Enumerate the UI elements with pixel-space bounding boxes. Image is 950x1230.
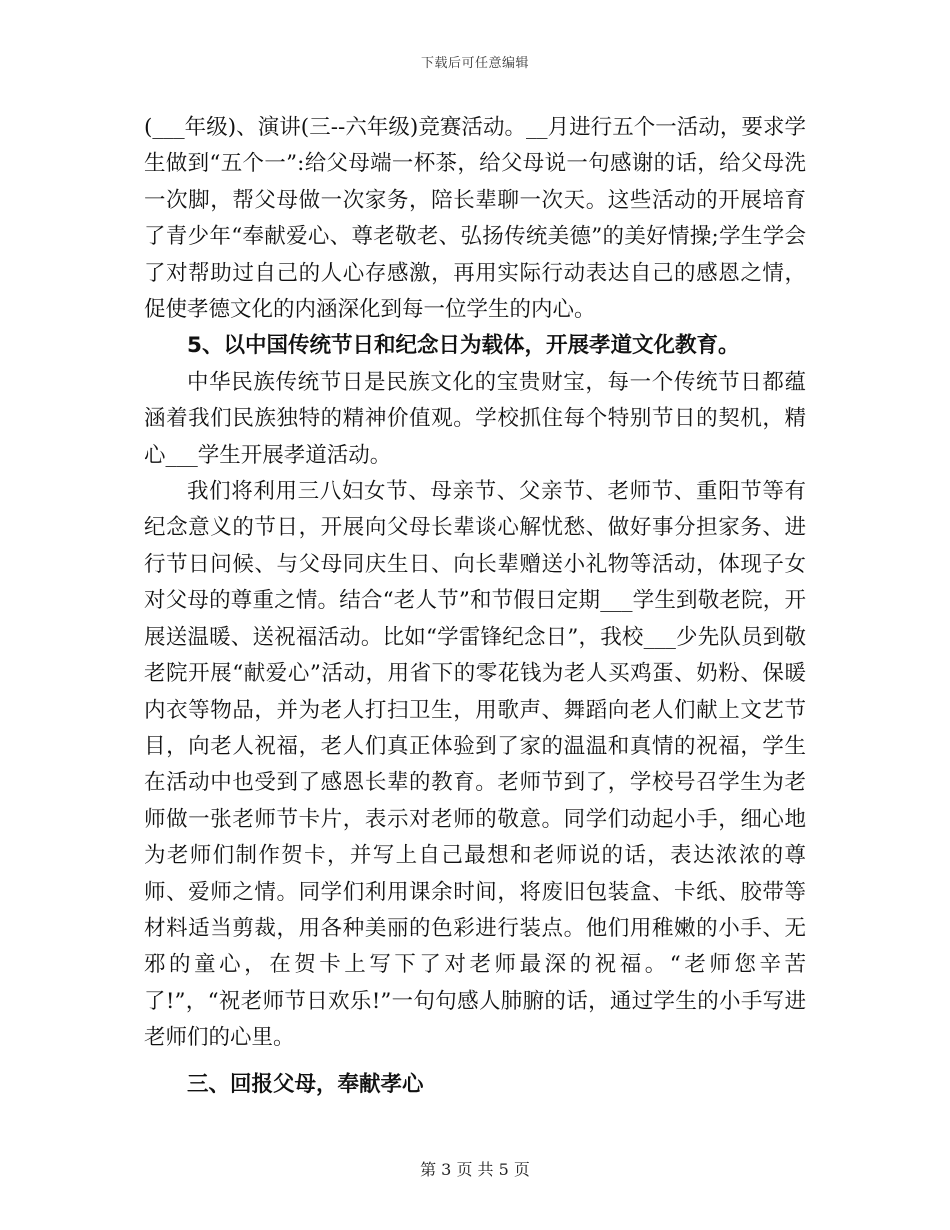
paragraph-festival: 中华民族传统节日是民族文化的宝贵财宝，每一个传统节日都蕴涵着我们民族独特的精神价值观。学校抓住每个特别节日的契机，精心___学生开展孝道活动。 bbox=[144, 369, 806, 468]
page-header: 下载后可任意编辑 bbox=[420, 56, 529, 71]
section-heading-3: 三、回报父母，奉献孝心 bbox=[187, 1071, 424, 1097]
section-heading-5: 5、以中国传统节日和纪念日为载体，开展孝道文化教育。 bbox=[187, 333, 740, 359]
page-footer: 第 3 页 共 5 页 bbox=[420, 1160, 530, 1179]
paragraph-activities: 我们将利用三八妇女节、母亲节、父亲节、老师节、重阳节等有纪念意义的节日，开展向父母长辈谈心解忧愁、做好事分担家务、进行节日问候、与父母同庆生日、向长辈赠送小礼物等活动，体现子女对父母的尊重之情。结合“老人节”和节假日定期___学生到敬老院，开展送温暖、送祝福活动。比如“学雷锋纪念日”，我校___少先队员到敬老院开展“献爱心”活动，用省下的零花钱为老人买鸡蛋、奶粉、保暖内衣等物品，并为老人打扫卫生，用歌声、舞蹈向老人们献上文艺节目，向老人祝福，老人们真正体验到了家的温温和真情的祝福，学生在活动中也受到了感恩长辈的教育。老师节到了，学校号召学生为老师做一张老师节卡片，表示对老师的敬意。同学们动起小手，细心地为老师们制作贺卡，并写上自己最想和老师说的话，表达浓浓的尊师、爱师之情。同学们利用课余时间，将废旧包装盒、卡纸、胶带等材料适当剪裁，用各种美丽的色彩进行装点。他们用稚嫩的小手、无邪的童心，在贺卡上写下了对老师最深的祝福。“老师您辛苦了!”，“祝老师节日欢乐!”一句句感人肺腑的话，通过学生的小手写进老师们的心里。 bbox=[144, 479, 806, 1051]
document-body bbox=[144, 110, 806, 1103]
paragraph-continuation: (___年级)、演讲(三--六年级)竞赛活动。__月进行五个一活动，要求学生做到“五个一”:给父母端一杯茶，给父母说一句感谢的话，给父母洗一次脚，帮父母做一次家务，陪长辈聊一次天。这些活动的开展培育了青少年“奉献爱心、尊老敬老、弘扬传统美德”的美好情操;学生学会了对帮助过自己的人心存感激，再用实际行动表达自己的感恩之情，促使孝德文化的内涵深化到每一位学生的内心。 bbox=[144, 115, 806, 323]
